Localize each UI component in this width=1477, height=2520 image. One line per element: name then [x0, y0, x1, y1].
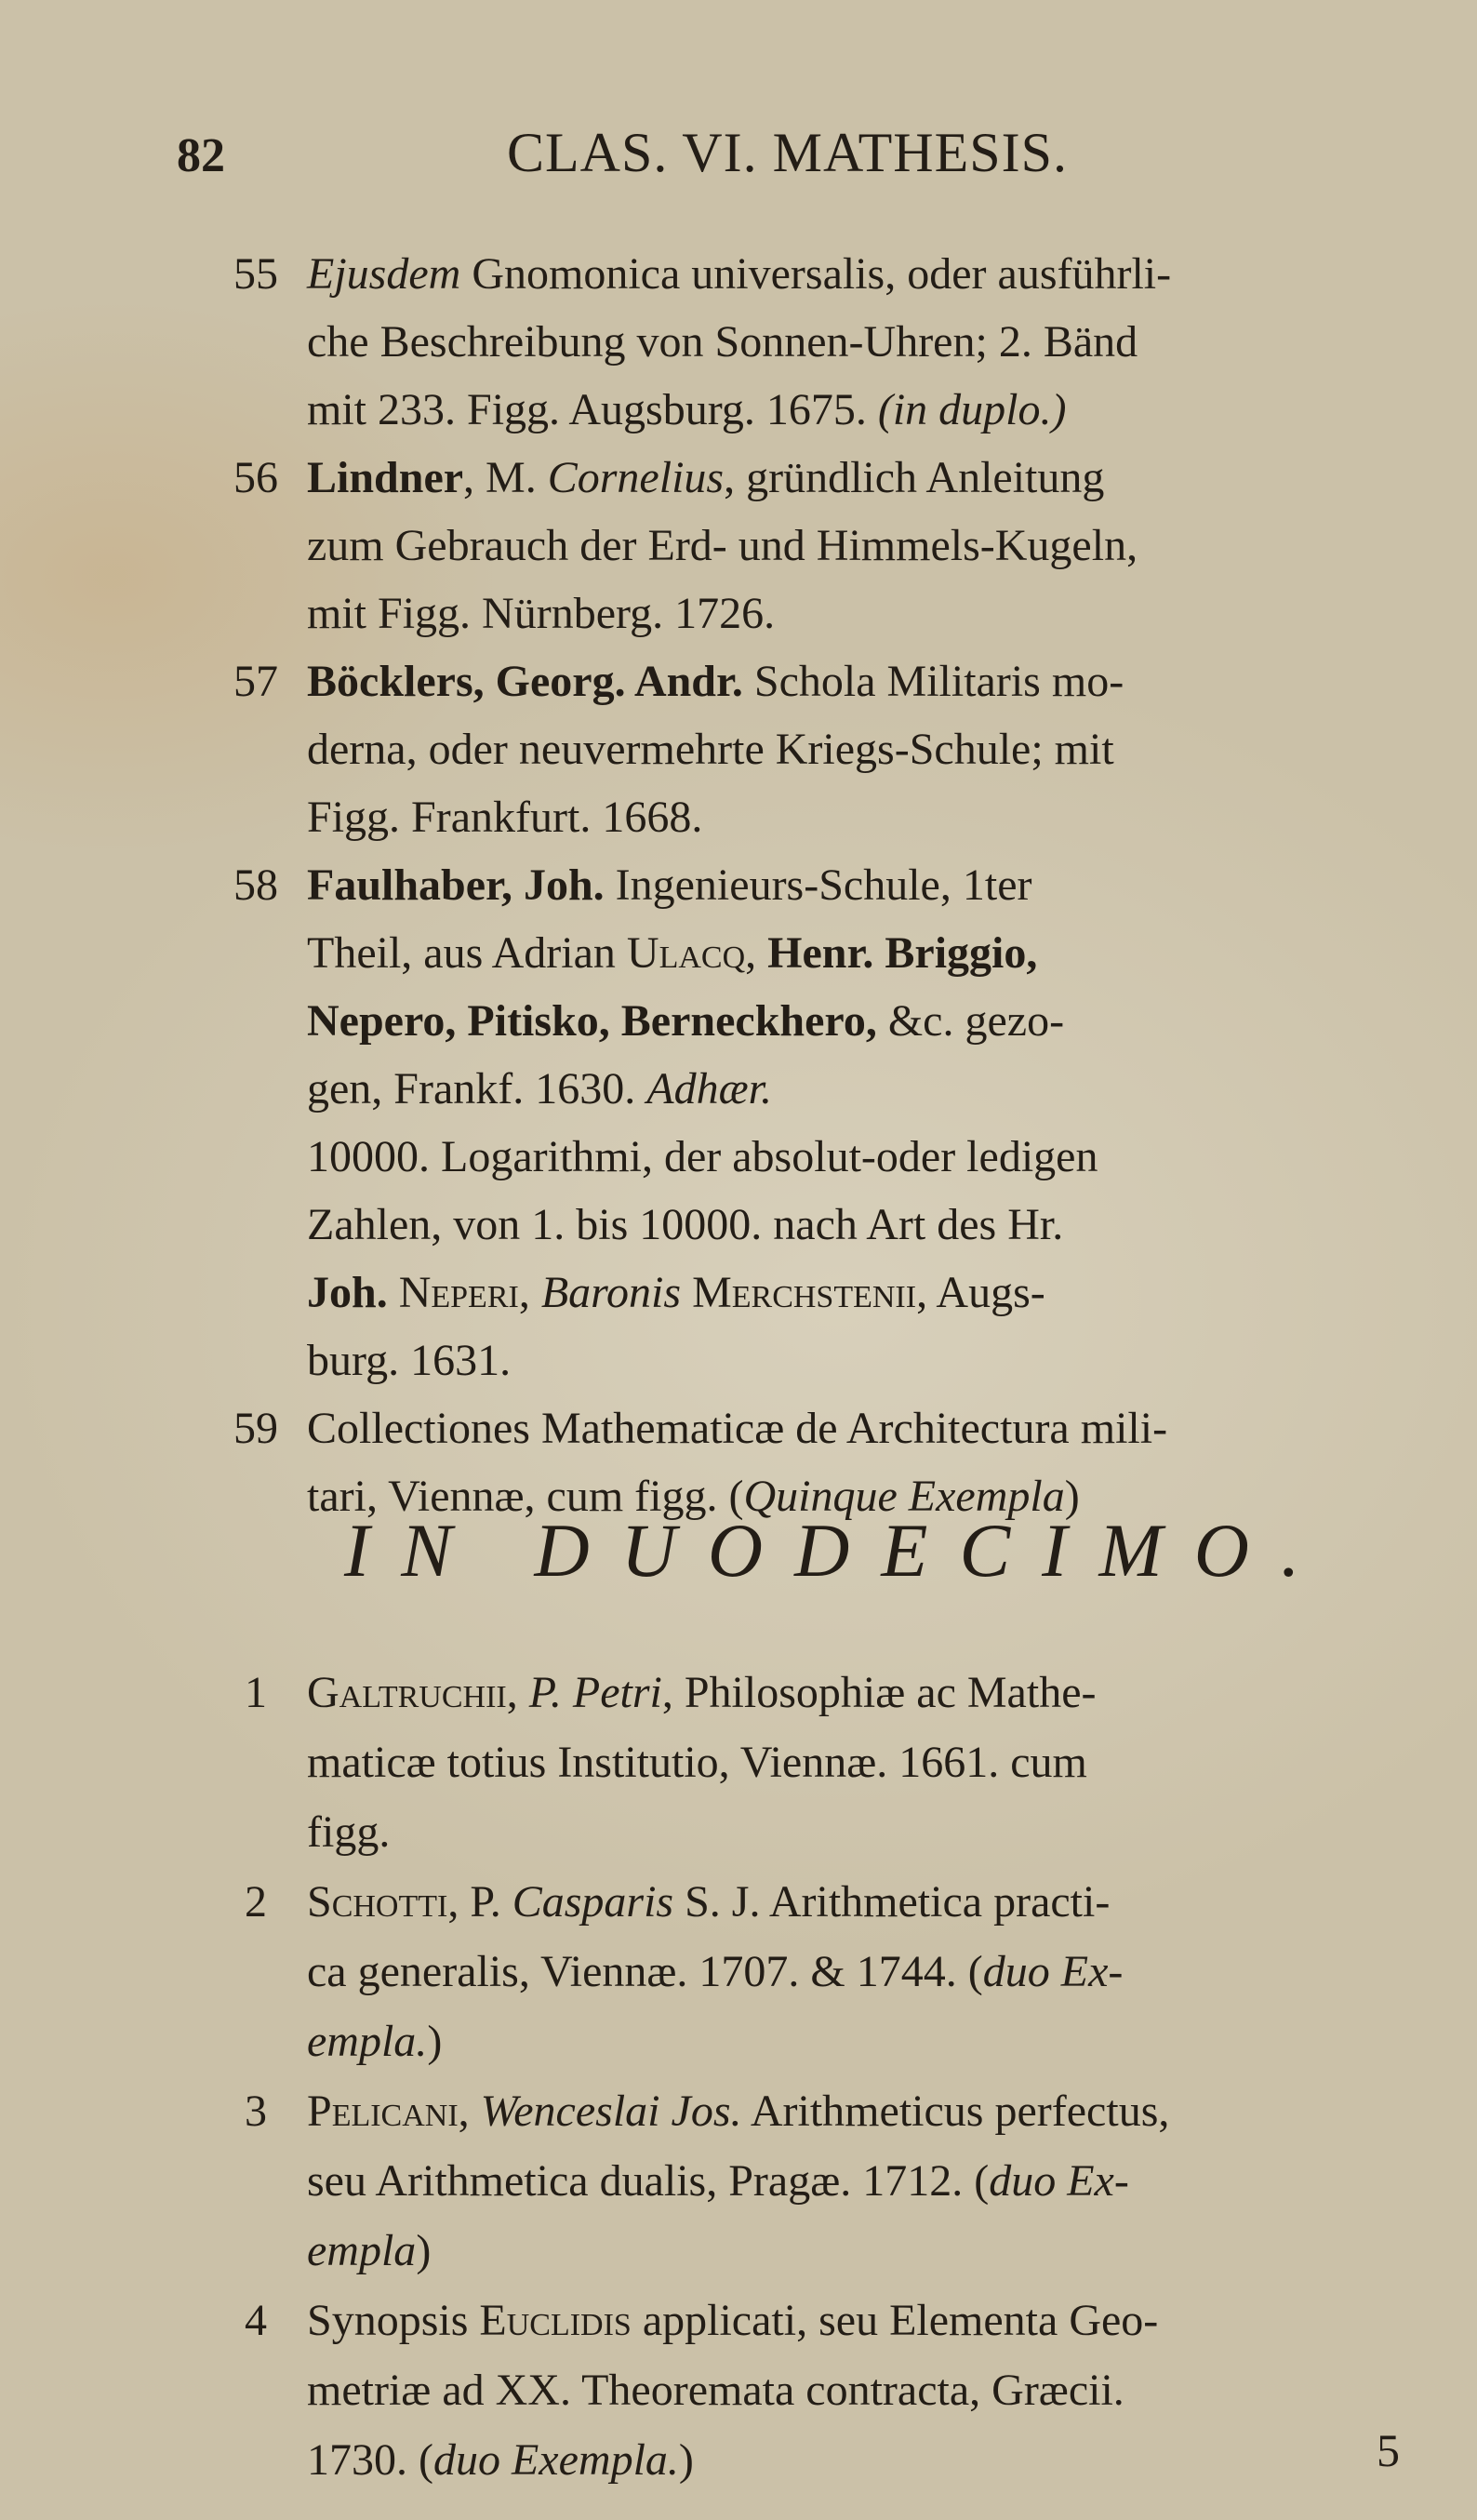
text-run: Casparis: [512, 1877, 674, 1927]
entry-line: [307, 1867, 1460, 1937]
text-run: ): [416, 2226, 432, 2275]
text-run: gen, Frankf. 1630.: [307, 1064, 647, 1113]
entry-line: [307, 2355, 1460, 2425]
entry-line: [307, 1259, 1460, 1327]
text-run: maticæ totius Institutio, Viennæ. 1661. cum: [307, 1738, 1087, 1787]
text-run: S. J. Arithmetica practi-: [673, 1877, 1111, 1927]
text-run: Böcklers, Georg. Andr.: [307, 657, 743, 706]
entry-line: [307, 580, 1460, 647]
entry-number: 1: [245, 1668, 267, 1717]
text-run: Pelicani: [307, 2087, 459, 2136]
text-run: Gnomonica universalis, oder ausführli-: [460, 249, 1172, 299]
text-run: burg. 1631.: [307, 1336, 512, 1385]
text-run: Cornelius: [547, 453, 725, 502]
entry-line: [307, 851, 1460, 919]
entry-line: [307, 2007, 1460, 2076]
text-run: duo Ex-: [982, 1947, 1124, 1996]
entry-line: [307, 376, 1460, 444]
text-run: Theil, aus Adrian: [307, 928, 627, 978]
entry-number: 2: [245, 1877, 267, 1927]
running-title: CLAS. VI. MATHESIS.: [507, 122, 1068, 183]
catalog-entry: [209, 444, 1460, 647]
text-run: ,: [458, 2087, 481, 2136]
entry-line: [307, 2076, 1460, 2146]
entry-line: [307, 715, 1460, 783]
entry-number: 59: [233, 1404, 278, 1453]
entry-line: [307, 240, 1460, 308]
entry-number: 56: [233, 453, 278, 502]
entry-line: [307, 308, 1460, 376]
text-run: duo Ex-: [989, 2156, 1129, 2206]
entry-line: [307, 2425, 1460, 2495]
text-run: , M.: [463, 453, 548, 502]
text-run: Synopsis: [307, 2296, 480, 2345]
text-run: mit Figg. Nürnberg. 1726.: [307, 589, 776, 638]
text-run: Arithmeticus perfectus,: [741, 2087, 1170, 2136]
text-run: ,: [506, 1668, 529, 1717]
entry-line: [307, 2216, 1460, 2286]
text-run: 10000. Logarithmi, der absolut-oder ledigen: [307, 1132, 1098, 1181]
text-run: 1730. (: [307, 2435, 433, 2485]
text-run: P. Petri: [528, 1668, 662, 1717]
entry-line: [307, 1797, 1460, 1867]
text-run: Euclidis: [479, 2296, 632, 2345]
section-title: IN DUODECIMO.: [344, 1508, 1332, 1593]
entry-number: 4: [245, 2296, 267, 2345]
entry-line: [307, 444, 1460, 512]
text-run: Schotti: [307, 1877, 448, 1927]
text-run: ): [427, 2017, 443, 2066]
entry-line: [307, 1327, 1460, 1394]
text-run: , Philosophiæ ac Mathe-: [661, 1668, 1097, 1717]
text-run: duo Exempla.: [432, 2435, 679, 2485]
entry-number: 3: [245, 2087, 267, 2136]
page-number: 82: [177, 129, 225, 182]
catalog-entries-duodecimo: [209, 1658, 1460, 2495]
text-run: Nepero, Pitisko, Berneckhero,: [307, 996, 877, 1046]
text-run: Adhær.: [646, 1064, 772, 1113]
text-run: ca generalis, Viennæ. 1707. & 1744. (: [307, 1947, 983, 1996]
entry-line: [307, 1191, 1460, 1259]
text-run: Figg. Frankfurt. 1668.: [307, 793, 703, 842]
text-run: mit 233. Figg. Augsburg. 1675.: [307, 385, 878, 434]
text-run: applicati, seu Elementa Geo-: [631, 2296, 1159, 2345]
text-run: empla: [307, 2226, 417, 2275]
entry-line: [307, 1937, 1460, 2007]
entry-line: [307, 987, 1460, 1055]
text-run: Joh.: [307, 1268, 388, 1317]
catalog-entry: [209, 2286, 1460, 2495]
text-run: Merchstenii: [692, 1268, 917, 1317]
text-run: Ejusdem: [307, 249, 461, 299]
text-run: Galtruchii: [307, 1668, 507, 1717]
entry-number: 55: [233, 249, 278, 299]
catalog-entry: [209, 2076, 1460, 2286]
entry-number: 57: [233, 657, 278, 706]
text-run: Wenceslai Jos.: [480, 2087, 742, 2136]
text-run: Zahlen, von 1. bis 10000. nach Art des Hr.: [307, 1200, 1064, 1249]
text-run: Baronis: [540, 1268, 682, 1317]
entry-line: [307, 512, 1460, 580]
catalog-entry: [209, 647, 1460, 851]
text-run: Ulacq: [626, 928, 746, 978]
text-run: Ingenieurs-Schule, 1ter: [604, 860, 1032, 910]
text-run: che Beschreibung von Sonnen-Uhren; 2. Bänd: [307, 317, 1138, 367]
text-run: Collectiones Mathematicæ de Architectura mili-: [307, 1404, 1168, 1453]
text-run: , P.: [447, 1877, 512, 1927]
entry-line: [307, 1727, 1460, 1797]
text-run: ,: [518, 1268, 541, 1317]
entry-line: [307, 2146, 1460, 2216]
text-run: Lindner: [307, 453, 464, 502]
text-run: [681, 1268, 692, 1317]
text-run: tari, Viennæ, cum figg. (: [307, 1472, 744, 1521]
text-run: Schola Militaris mo-: [742, 657, 1124, 706]
entry-line: [307, 2286, 1460, 2355]
running-head: [0, 121, 1477, 195]
text-run: Neperi: [398, 1268, 519, 1317]
entry-number: 58: [233, 860, 278, 910]
entry-line: [307, 647, 1460, 715]
text-run: Henr. Briggio,: [767, 928, 1038, 978]
text-run: Quinque Exempla: [743, 1472, 1065, 1521]
entry-line: [307, 919, 1460, 987]
text-run: zum Gebrauch der Erd- und Himmels-Kugeln,: [307, 521, 1138, 570]
text-run: &c. gezo-: [876, 996, 1065, 1046]
entry-line: [307, 783, 1460, 851]
text-run: derna, oder neuvermehrte Kriegs-Schule; mit: [307, 725, 1114, 774]
text-run: ): [1064, 1472, 1080, 1521]
text-run: (in duplo.): [877, 385, 1067, 434]
text-run: figg.: [307, 1807, 391, 1857]
text-run: , Augs-: [916, 1268, 1045, 1317]
text-run: Faulhaber, Joh.: [307, 860, 605, 910]
catalog-entry: [209, 1867, 1460, 2076]
signature-mark: 5: [1377, 2424, 1400, 2476]
entry-line: [307, 1658, 1460, 1727]
catalog-entries-main: [209, 240, 1460, 1530]
text-run: , gründlich Anleitung: [724, 453, 1105, 502]
entry-line: [307, 1123, 1460, 1191]
text-run: ,: [745, 928, 768, 978]
catalog-entry: [209, 1658, 1460, 1867]
text-run: [388, 1268, 399, 1317]
text-run: ): [678, 2435, 694, 2485]
catalog-entry: [209, 851, 1460, 1394]
text-run: seu Arithmetica dualis, Pragæ. 1712. (: [307, 2156, 990, 2206]
catalog-entry: [209, 240, 1460, 444]
entry-line: [307, 1055, 1460, 1123]
entry-line: [307, 1394, 1460, 1462]
text-run: empla.: [307, 2017, 428, 2066]
text-run: metriæ ad XX. Theoremata contracta, Græcii.: [307, 2366, 1124, 2415]
